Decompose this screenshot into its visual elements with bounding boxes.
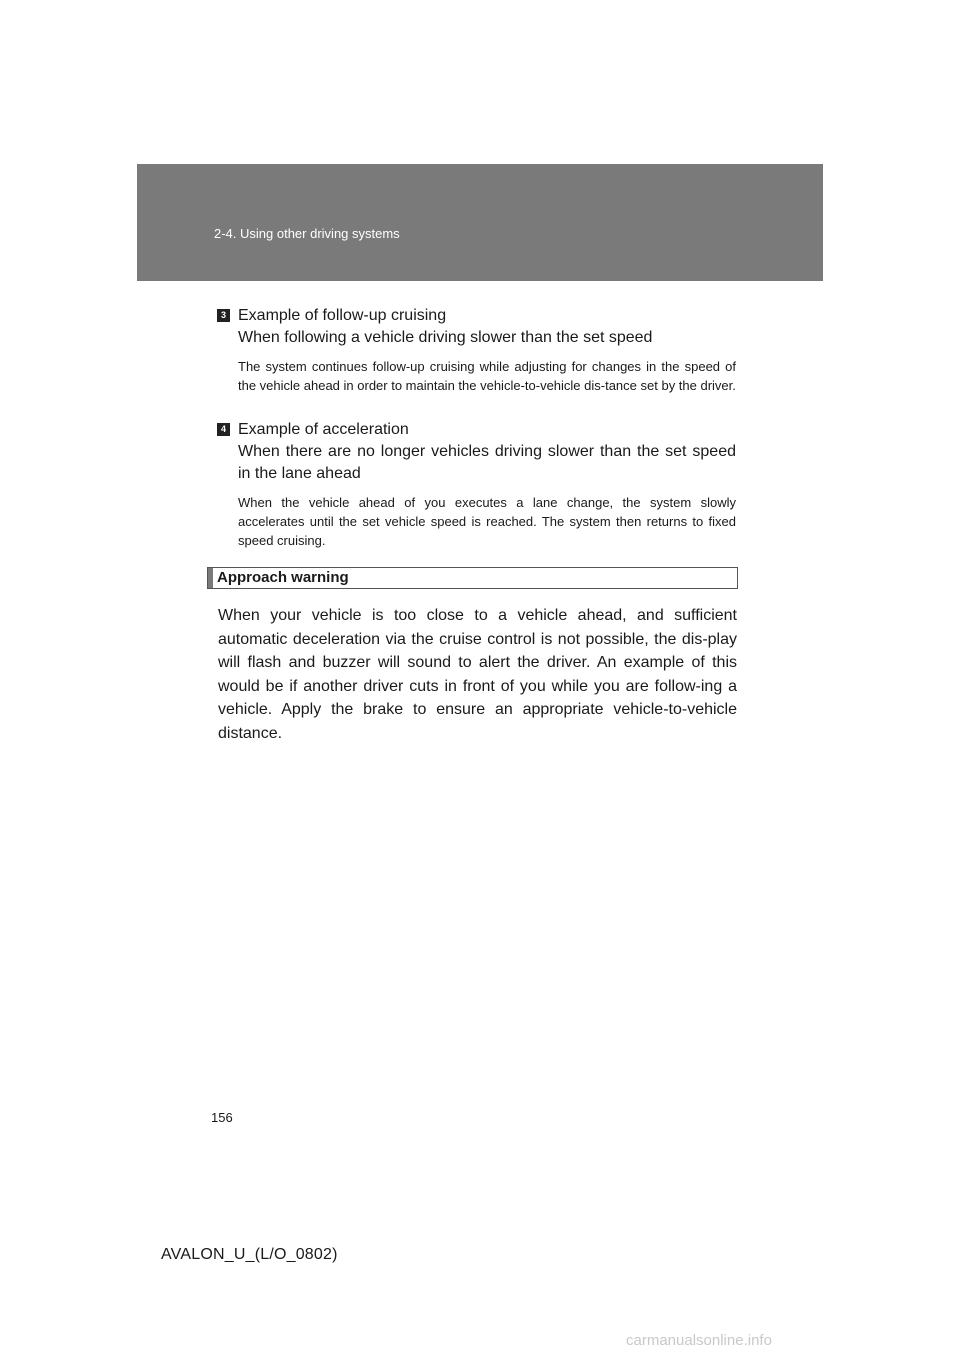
section-heading-bar — [208, 568, 213, 588]
item-subtitle: When following a vehicle driving slower than the set speed — [238, 329, 653, 346]
item-title: Example of follow-up cruising — [238, 307, 447, 324]
section-breadcrumb: 2-4. Using other driving systems — [214, 226, 400, 241]
section-heading — [207, 567, 738, 589]
section-body: When your vehicle is too close to a vehicle ahead, and sufficient automatic deceleration via the cruise control is not possible, the dis-play will flash and buzzer will sound to alert the driver. An example of this would be if another driver cuts in front of you while you are follow-ing a vehicle. Apply the brake to ensure an appropriate vehicle-to-vehicle distance. — [218, 607, 737, 742]
item-note: When the vehicle ahead of you executes a lane change, the system slowly accelerates until the set vehicle speed is reached. The system then returns to fixed speed cruising. — [238, 495, 736, 548]
section-heading-text: Approach warning — [217, 569, 349, 586]
item-note: The system continues follow-up cruising while adjusting for changes in the speed of the vehicle ahead in order to maintain the vehicle-to-vehicle dis-tance set by the driver. — [238, 359, 736, 393]
document-id: AVALON_U_(L/O_0802) — [161, 1246, 338, 1263]
list-item — [220, 305, 736, 395]
watermark-text: carmanualsonline.info — [626, 1332, 772, 1349]
step-badge: 4 — [217, 423, 230, 436]
header-band — [137, 164, 823, 281]
page-number: 156 — [211, 1110, 233, 1125]
list-item — [220, 419, 736, 550]
item-title: Example of acceleration — [238, 421, 409, 438]
item-subtitle: When there are no longer vehicles driving slower than the set speed in the lane ahead — [238, 443, 736, 482]
step-badge: 3 — [217, 309, 230, 322]
